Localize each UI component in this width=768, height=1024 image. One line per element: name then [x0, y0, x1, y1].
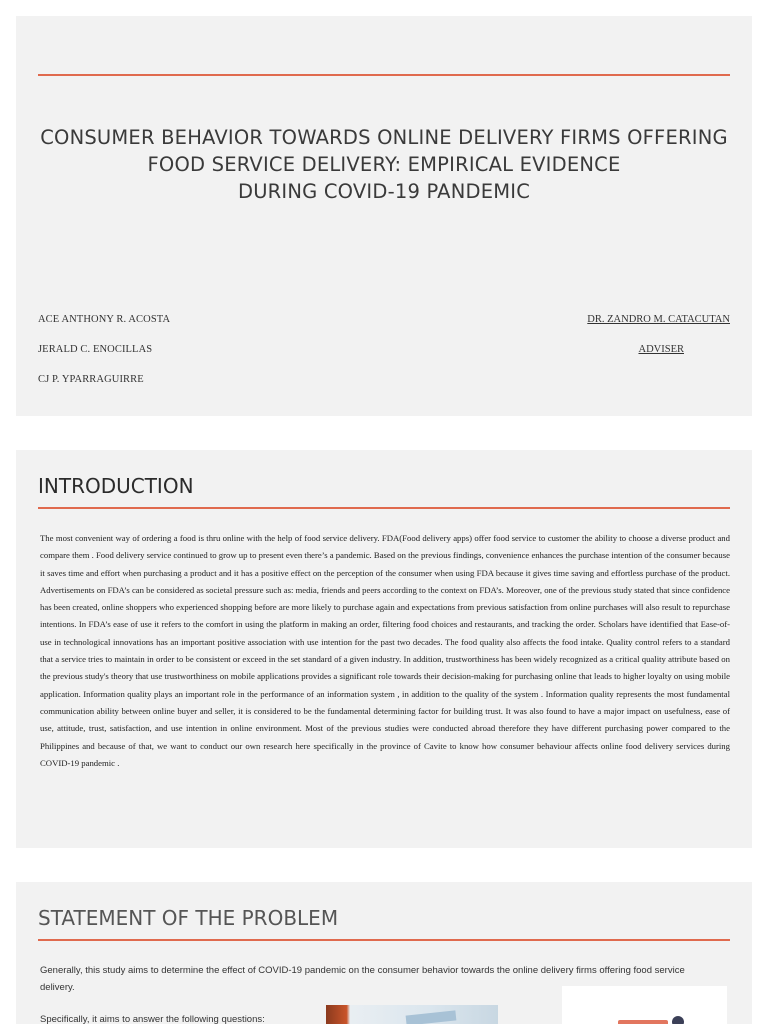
delivery-illustration: [562, 986, 727, 1024]
title-line: FOOD SERVICE DELIVERY: EMPIRICAL EVIDENCE: [147, 153, 621, 176]
problem-body: Generally, this study aims to determine the effect of COVID-19 pandemic on the consumer behavior towards the online delivery firms offering food service delivery.: [40, 965, 685, 993]
problem-panel: [16, 882, 752, 1024]
author-name: JERALD C. ENOCILLAS: [38, 344, 153, 355]
problem-heading: STATEMENT OF THE PROBLEM: [38, 906, 339, 930]
poster-title: [16, 124, 752, 205]
introduction-panel: [16, 450, 752, 848]
adviser-name: DR. ZANDRO M. CATACUTAN: [587, 314, 730, 325]
problem-divider: [38, 939, 730, 941]
title-divider: [38, 74, 730, 76]
problem-lead: Specifically, it aims to answer the following questions:: [40, 1014, 265, 1024]
title-line: DURING COVID-19 PANDEMIC: [237, 180, 531, 203]
introduction-body: The most convenient way of ordering a food is thru online with the help of food service delivery. FDA(Food delivery apps) offer food service to customer the ability to choose a diverse product and compare them . Food delivery service continued to grow up to present even there’s a pandemic. Based on the previous findings, convenience enhances the purchase intention of the consumer because it saves time and effort when purchasing a product and it has a positive effect on the perception of the consumer when using FDA because it gives time saving and effortless purchase of the product. Advertisements on FDA’s can be considered as societal pressure such as: media, friends and peers according to the context on FDA’s. Moreover, one of the previous study stated that since confidence has been created, online shoppers who experienced shopping before are more likely to purchase again and expectations from previous satisfaction from online purchases will also result to repurchase intentions. In FDA’s ease of use it refers to the comfort in using the platform in making an order, filtering food choices and restaurants, and tracking the order. Scholars have identified that Ease-of-use in technological innovations has an important positive association with use intention for the past two decades. The food quality also affects the food intake. Quality control refers to a standard that a service tries to maintain in order to be consistent or exceed in the set standard of a given industry. In addition, trustworthiness has been widely recognized as a critical quality attribute based on the previous study's theory that use trustworthiness on mobile applications provides a significant role towards their decision-making for purchasing online that leads to higher loyalty on using mobile application. Information quality plays an important role in the performance of an information system , in addition to the quality of the system . Information quality represents the most fundamental communication ability between online buyer and seller, it is considered to be the fundamental determining factor for building trust. It was also found to have a major impact on usefulness, ease of use, attitude, trust, satisfaction, and use intention in online environment. Most of the previous studies were conducted abroad therefore they have different purchasing power compared to the Philippines and because of that, we want to conduct our own research here specifically in the province of Cavite to know how consumer behaviour affects online food delivery services during COVID-19 pandemic .: [40, 533, 730, 768]
title-panel: [16, 16, 752, 416]
author-name: ACE ANTHONY R. ACOSTA: [38, 314, 171, 325]
title-line: CONSUMER BEHAVIOR TOWARDS ONLINE DELIVERY FIRMS OFFERING: [40, 126, 728, 149]
adviser-role: ADVISER: [638, 344, 684, 355]
introduction-divider: [38, 507, 730, 509]
delivery-photo: [326, 1005, 498, 1024]
introduction-heading: INTRODUCTION: [38, 474, 194, 498]
author-name: CJ P. YPARRAGUIRRE: [38, 374, 144, 385]
